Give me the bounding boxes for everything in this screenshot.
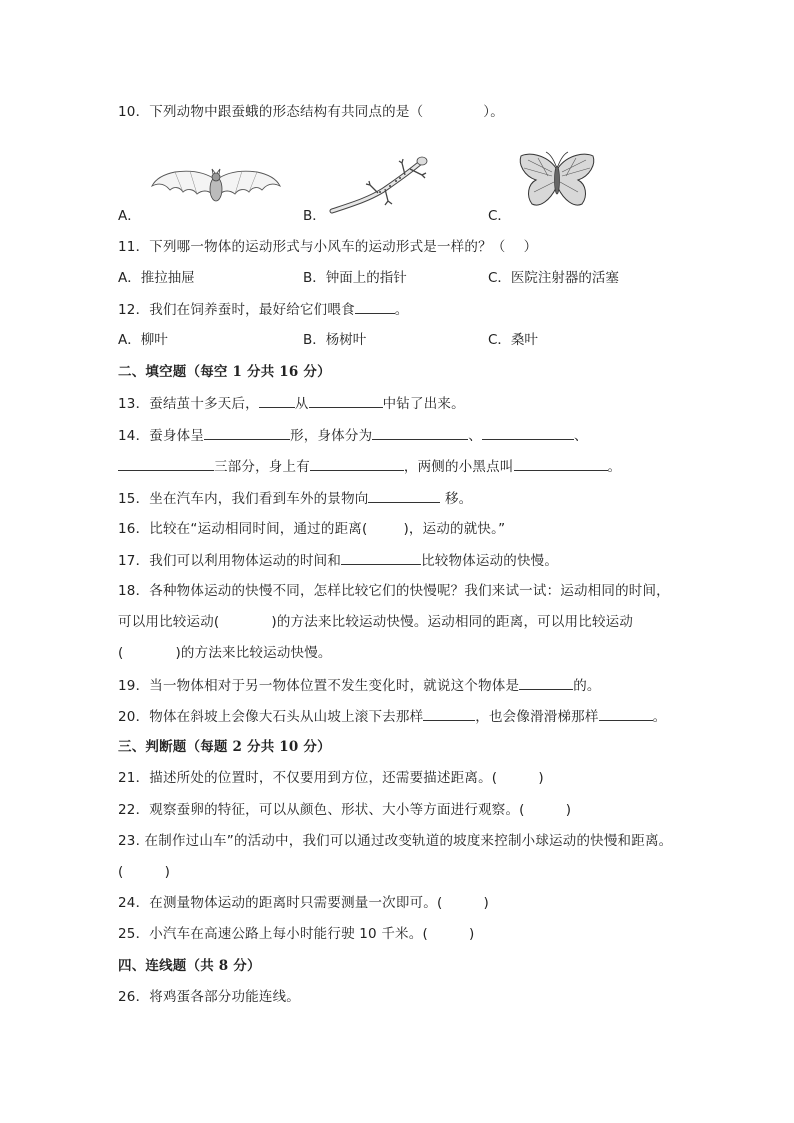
question-19: 19．当一物体相对于另一物体位置不发生变化时，就说这个物体是 的。 [118, 675, 601, 696]
question-14-line1: 14．蚕身体呈 形，身体分为 、 、 [118, 425, 588, 446]
question-13: 13．蚕结茧十多天后， 从 中钻了出来。 [118, 393, 465, 414]
question-23-line1: 23. 在制作过山车”的活动中，我们可以通过改变轨道的坡度来控制小球运动的快慢和距离。 [118, 833, 673, 849]
answer-blank[interactable] [372, 425, 468, 440]
answer-blank[interactable] [341, 550, 421, 565]
answer-blank[interactable] [482, 425, 574, 440]
option-11b[interactable]: B．钟面上的指针 [303, 270, 407, 286]
answer-blank[interactable] [259, 393, 295, 408]
answer-blank[interactable] [355, 299, 395, 314]
question-26: 26．将鸡蛋各部分功能连线。 [118, 989, 300, 1005]
option-10b[interactable]: B． [303, 208, 326, 224]
answer-blank[interactable] [309, 393, 383, 408]
question-14-line2: 三部分，身上有 ，两侧的小黑点叫 。 [118, 456, 621, 477]
question-18-line3: ( )的方法来比较运动快慢。 [118, 645, 332, 661]
question-11: 11．下列哪一物体的运动形式与小风车的运动形式是一样的？（ ） [118, 239, 538, 255]
question-16: 16．比较在“运动相同时间，通过的距离( )，运动的就快。” [118, 521, 506, 537]
answer-blank[interactable] [368, 488, 440, 503]
option-12b[interactable]: B．杨树叶 [303, 332, 367, 348]
option-11a[interactable]: A．推拉抽屉 [118, 270, 195, 286]
option-10a[interactable]: A． [118, 208, 141, 224]
option-12c[interactable]: C．桑叶 [488, 332, 538, 348]
question-10-text: 10．下列动物中跟蚕蛾的形态结构有共同点的是（ [118, 104, 424, 120]
answer-blank[interactable] [118, 456, 214, 471]
answer-blank[interactable] [423, 706, 475, 721]
section-heading-2: 二、填空题（每空 1 分共 16 分） [118, 364, 331, 380]
section-heading-3: 三、判断题（每题 2 分共 10 分） [118, 739, 331, 755]
question-18-line2: 可以用比较运动( )的方法来比较运动快慢。运动相同的距离，可以用比较运动 [118, 614, 634, 630]
butterfly-icon [518, 150, 596, 212]
answer-blank[interactable] [519, 675, 573, 690]
section-heading-4: 四、连线题（共 8 分） [118, 958, 261, 974]
answer-blank[interactable] [204, 425, 290, 440]
lizard-icon [330, 155, 430, 215]
question-21: 21．描述所处的位置时，不仅要用到方位，还需要描述距离。( ) [118, 770, 544, 786]
option-12a[interactable]: A．柳叶 [118, 332, 168, 348]
answer-blank[interactable] [599, 706, 653, 721]
question-24: 24．在测量物体运动的距离时只需要测量一次即可。( ) [118, 895, 490, 911]
question-10: 10．下列动物中跟蚕蛾的形态结构有共同点的是（ ）。 [118, 104, 504, 120]
question-17: 17．我们可以利用物体运动的时间和 比较物体运动的快慢。 [118, 550, 558, 571]
bat-icon [150, 160, 282, 206]
question-15: 15．坐在汽车内，我们看到车外的景物向 移。 [118, 488, 472, 509]
answer-blank[interactable] [514, 456, 608, 471]
answer-blank[interactable] [310, 456, 404, 471]
question-22: 22．观察蚕卵的特征，可以从颜色、形状、大小等方面进行观察。( ) [118, 802, 572, 818]
question-18-line1: 18．各种物体运动的快慢不同，怎样比较它们的快慢呢？我们来试一试：运动相同的时间， [118, 583, 670, 599]
question-12: 12．我们在饲养蚕时，最好给它们喂食 。 [118, 299, 408, 320]
question-20: 20．物体在斜坡上会像大石头从山坡上滚下去那样 ，也会像滑滑梯那样 。 [118, 706, 666, 727]
question-23-line2: ( ) [118, 864, 171, 880]
option-11c[interactable]: C．医院注射器的活塞 [488, 270, 619, 286]
question-25: 25．小汽车在高速公路上每小时能行驶 10 千米。( ) [118, 926, 475, 942]
option-10c[interactable]: C． [488, 208, 511, 224]
